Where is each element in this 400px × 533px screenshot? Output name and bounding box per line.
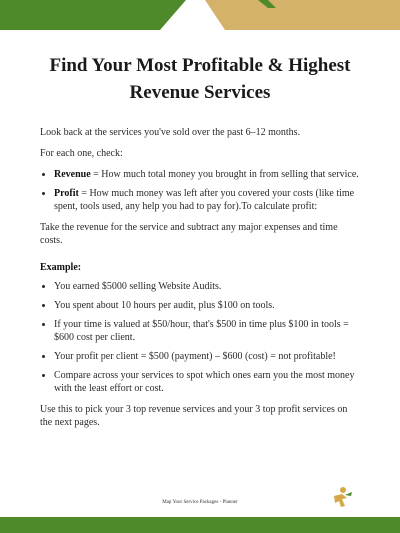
check-intro-text: For each one, check: (40, 148, 123, 159)
top-tan-shape (205, 0, 400, 30)
bottom-bar (0, 517, 400, 533)
calc-note-text: Take the revenue for the service and subtract any major expenses and time costs. (40, 222, 338, 246)
page-title: Find Your Most Profitable & Highest Revenue Services (49, 55, 351, 103)
example-item: • You spent about 10 hours per audit, plus $100 on tools. (54, 299, 362, 312)
running-figure-logo-icon (330, 486, 354, 510)
check-text: = How much money was left after you covered your costs (like time spent, tools used, any help you had to pay for).To calculate profit: (54, 188, 355, 212)
example-heading: Example: (40, 262, 82, 273)
content-body (40, 126, 362, 437)
check-term: Revenue (54, 169, 91, 180)
example-item: • Compare across your services to spot which ones earn you the most money with the least effort or cost. (54, 369, 362, 395)
example-item: • If your time is valued at $50/hour, that's $500 in time plus $100 in tools = $600 cost per client. (54, 318, 362, 344)
intro-text: Look back at the services you've sold over the past 6–12 months. (40, 127, 301, 138)
check-text: = How much total money you brought in from selling that service. (90, 169, 359, 180)
check-item-profit (54, 187, 362, 213)
example-list (40, 280, 362, 395)
top-green-shape (0, 0, 186, 30)
example-item: • You earned $5000 selling Website Audits. (54, 280, 362, 293)
closing-text: Use this to pick your 3 top revenue services and your 3 top profit services on the next pages. (40, 404, 348, 428)
check-term: Profit (54, 188, 79, 199)
check-list (40, 168, 362, 213)
footer-text: Map Your Service Packages - Planner (162, 500, 238, 505)
example-item: • Your profit per client = $500 (payment) – $600 (cost) = not profitable! (54, 350, 362, 363)
check-item-revenue (54, 168, 362, 181)
top-decoration (0, 0, 400, 30)
